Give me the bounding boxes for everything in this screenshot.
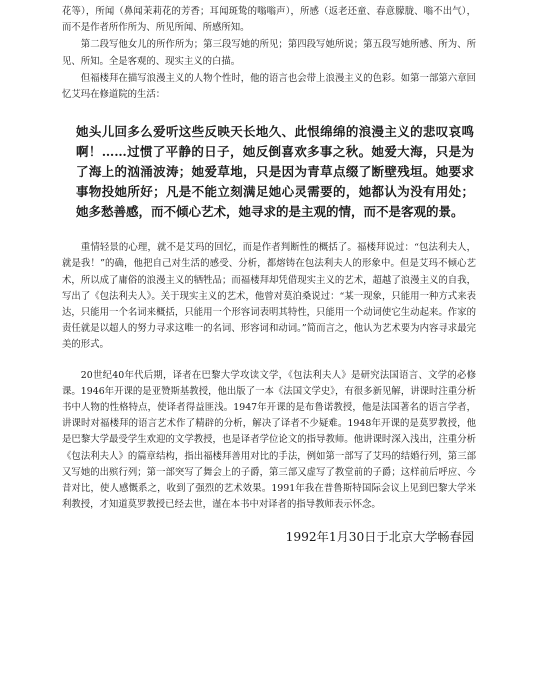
paragraph-romanticism-intro: 但福楼拜在描写浪漫主义的人物个性时，他的语言也会带上浪漫主义的色彩。如第一部第六章回忆艾玛在修道院的生活：	[62, 72, 476, 101]
date-signature: 1992年1月30日于北京大学畅春园	[285, 530, 474, 545]
paragraph-second-section: 第二段写他女儿的所作所为；第三段写她的所见；第四段写她所说；第五段写她所感、所为、所见、所知。全是客观的、现实主义的白描。	[62, 39, 476, 67]
block-quote: 她头儿回多么爱听这些反映天长地久、此恨绵绵的浪漫主义的悲叹哀鸣啊！……过惯了平静的日子，她反倒喜欢多事之秋。她爱大海，只是为了海上的汹涌波涛；她爱草地，只是因为青草点缀了断壁残垣。她要求事物投她所好；凡是不能立刻满足她心灵需要的，她都认为没有用处；她多愁善感，而不倾心艺术，她寻求的是主观的情，而不是客观的景。	[76, 124, 474, 220]
paragraph-translator-memoir: 20世纪40年代后期，译者在巴黎大学攻读文学，《包法利夫人》是研究法国语言、文学的必修课。1946年开课的是亚赞斯基教授，他出版了一本《法国文学史》，有很多新见解，讲课时注重分析书中人物的性格特点，使译者得益匪浅。1947年开课的是布鲁诺教授，他是法国著名的语言学者，讲课时对福楼拜的语言艺术作了精辟的分析，解决了译者不少疑难。1948年开课的是莫罗教授，他是巴黎大学最受学生欢迎的文学教授，也是译者学位论文的指导教师。他讲课时深入浅出，注重分析《包法利夫人》的篇章结构，指出福楼拜善用对比的手法，例如第一部写了艾玛的结婚行列，第三部又写她的出殡行列；第一部突写了舞会上的子爵，第三部又虚写了教堂前的子爵；这样前后呼应、今昔对比，使人感慨系之，收到了强烈的艺术效果。1991年我在普鲁斯特国际会议上见到巴黎大学米利教授，才知道莫罗教授已经去世，谨在本书中对译者的指导教师表示怀念。	[62, 369, 476, 511]
paragraph-continuation: 花等），所闻（鼻闻茉莉花的芳香；耳闻斑鸷的嗡嗡声），所感（返老还童、春意朦胧、嗡不出气），而不是作者所作所为、所见所闻、所感所知。	[62, 6, 476, 34]
document-page	[62, 4, 476, 546]
paragraph-realism-art: 重情轻景的心理，就不是艾玛的回忆，而是作者判断性的概括了。福楼拜说过：“包法利夫人，就是我！”的确，他把自己对生活的感受、分析，都熔铸在包法利夫人的形象中。但是艾玛不倾心艺术，所以成了庸俗的浪漫主义的牺牲品；而福楼拜却凭借现实主义的艺术，超越了浪漫主义的自我，写出了《包法利夫人》。关于现实主义的艺术，他曾对莫泊桑说过：“某一现象，只能用一种方式来表达，只能用一个名词来概括，只能用一个形容词表明其特性，只能用一个动词使它生动起来。作家的责任就是以超人的努力寻求这唯一的名词、形容词和动词。”简而言之，他认为艺术要为内容寻求最完美的形式。	[62, 242, 476, 351]
